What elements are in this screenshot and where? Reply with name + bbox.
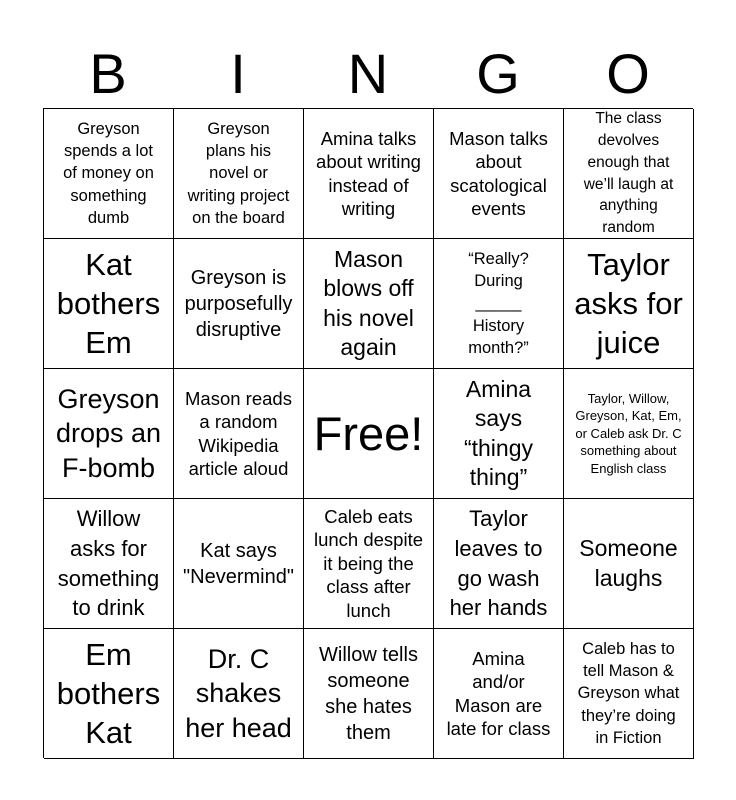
- bingo-grid: [43, 108, 693, 758]
- cell-text: Caleb eats lunch despite it being the class after lunch: [313, 505, 424, 621]
- cell-text: Taylor asks for juice: [574, 246, 683, 361]
- bingo-cell-r2c5[interactable]: [564, 239, 694, 369]
- free-space-cell[interactable]: [304, 369, 434, 499]
- cell-text: Taylor, Willow, Greyson, Kat, Em, or Caleb ask Dr. C something about English class: [575, 390, 682, 476]
- cell-text: Someone laughs: [579, 535, 678, 591]
- cell-text: Caleb has to tell Mason & Greyson what they’re doing in Fiction: [577, 639, 680, 747]
- bingo-cell-r5c4[interactable]: [434, 629, 564, 759]
- bingo-cell-r4c5[interactable]: [564, 499, 694, 629]
- bingo-cell-r1c5[interactable]: [564, 109, 694, 239]
- header-letter-o: O: [606, 42, 650, 105]
- cell-text: Mason reads a random Wikipedia article aloud: [185, 387, 292, 479]
- bingo-cell-r4c3[interactable]: [304, 499, 434, 629]
- cell-text: Kat bothers Em: [56, 246, 161, 361]
- bingo-cell-r4c1[interactable]: [44, 499, 174, 629]
- cell-text: Amina and/or Mason are late for class: [446, 647, 551, 739]
- header-letter-b: B: [89, 42, 127, 105]
- cell-text: Mason blows off his novel again: [323, 246, 414, 360]
- bingo-cell-r3c1[interactable]: [44, 369, 174, 499]
- cell-text: Mason talks about scatological events: [449, 127, 548, 219]
- cell-text: The class devolves enough that we’ll laugh at anything random: [583, 110, 674, 236]
- cell-text: Greyson spends a lot of money on something dumb: [63, 119, 154, 227]
- free-space-label: Free!: [313, 407, 424, 460]
- cell-text: Em bothers Kat: [56, 636, 161, 751]
- bingo-cell-r1c2[interactable]: [174, 109, 304, 239]
- cell-text: Amina says “thingy thing”: [463, 376, 534, 490]
- cell-text: Willow asks for something to drink: [57, 506, 160, 621]
- cell-text: “Really? During _____ History month?”: [468, 249, 529, 357]
- bingo-cell-r3c4[interactable]: [434, 369, 564, 499]
- header-letter-n: N: [347, 42, 389, 105]
- cell-text: Kat says "Nevermind": [183, 539, 294, 588]
- bingo-cell-r2c1[interactable]: [44, 239, 174, 369]
- bingo-cell-r2c3[interactable]: [304, 239, 434, 369]
- cell-text: Greyson plans his novel or writing project on the board: [187, 119, 290, 227]
- cell-text: Greyson is purposefully disruptive: [184, 266, 293, 341]
- bingo-cell-r5c3[interactable]: [304, 629, 434, 759]
- bingo-cell-r4c4[interactable]: [434, 499, 564, 629]
- header-letter-g: G: [476, 42, 520, 105]
- bingo-header: [43, 40, 693, 108]
- bingo-cell-r1c4[interactable]: [434, 109, 564, 239]
- bingo-cell-r1c1[interactable]: [44, 109, 174, 239]
- cell-text: Dr. C shakes her head: [185, 643, 292, 743]
- header-letter-i: I: [230, 42, 246, 105]
- cell-text: Greyson drops an F-bomb: [55, 383, 162, 483]
- bingo-cell-r2c2[interactable]: [174, 239, 304, 369]
- cell-text: Willow tells someone she hates them: [319, 643, 418, 744]
- bingo-cell-r5c2[interactable]: [174, 629, 304, 759]
- cell-text: Amina talks about writing instead of writing: [316, 127, 421, 219]
- bingo-cell-r4c2[interactable]: [174, 499, 304, 629]
- cell-text: Taylor leaves to go wash her hands: [449, 506, 548, 621]
- bingo-cell-r2c4[interactable]: [434, 239, 564, 369]
- bingo-cell-r1c3[interactable]: [304, 109, 434, 239]
- bingo-cell-r5c1[interactable]: [44, 629, 174, 759]
- bingo-cell-r3c5[interactable]: [564, 369, 694, 499]
- bingo-cell-r3c2[interactable]: [174, 369, 304, 499]
- bingo-cell-r5c5[interactable]: [564, 629, 694, 759]
